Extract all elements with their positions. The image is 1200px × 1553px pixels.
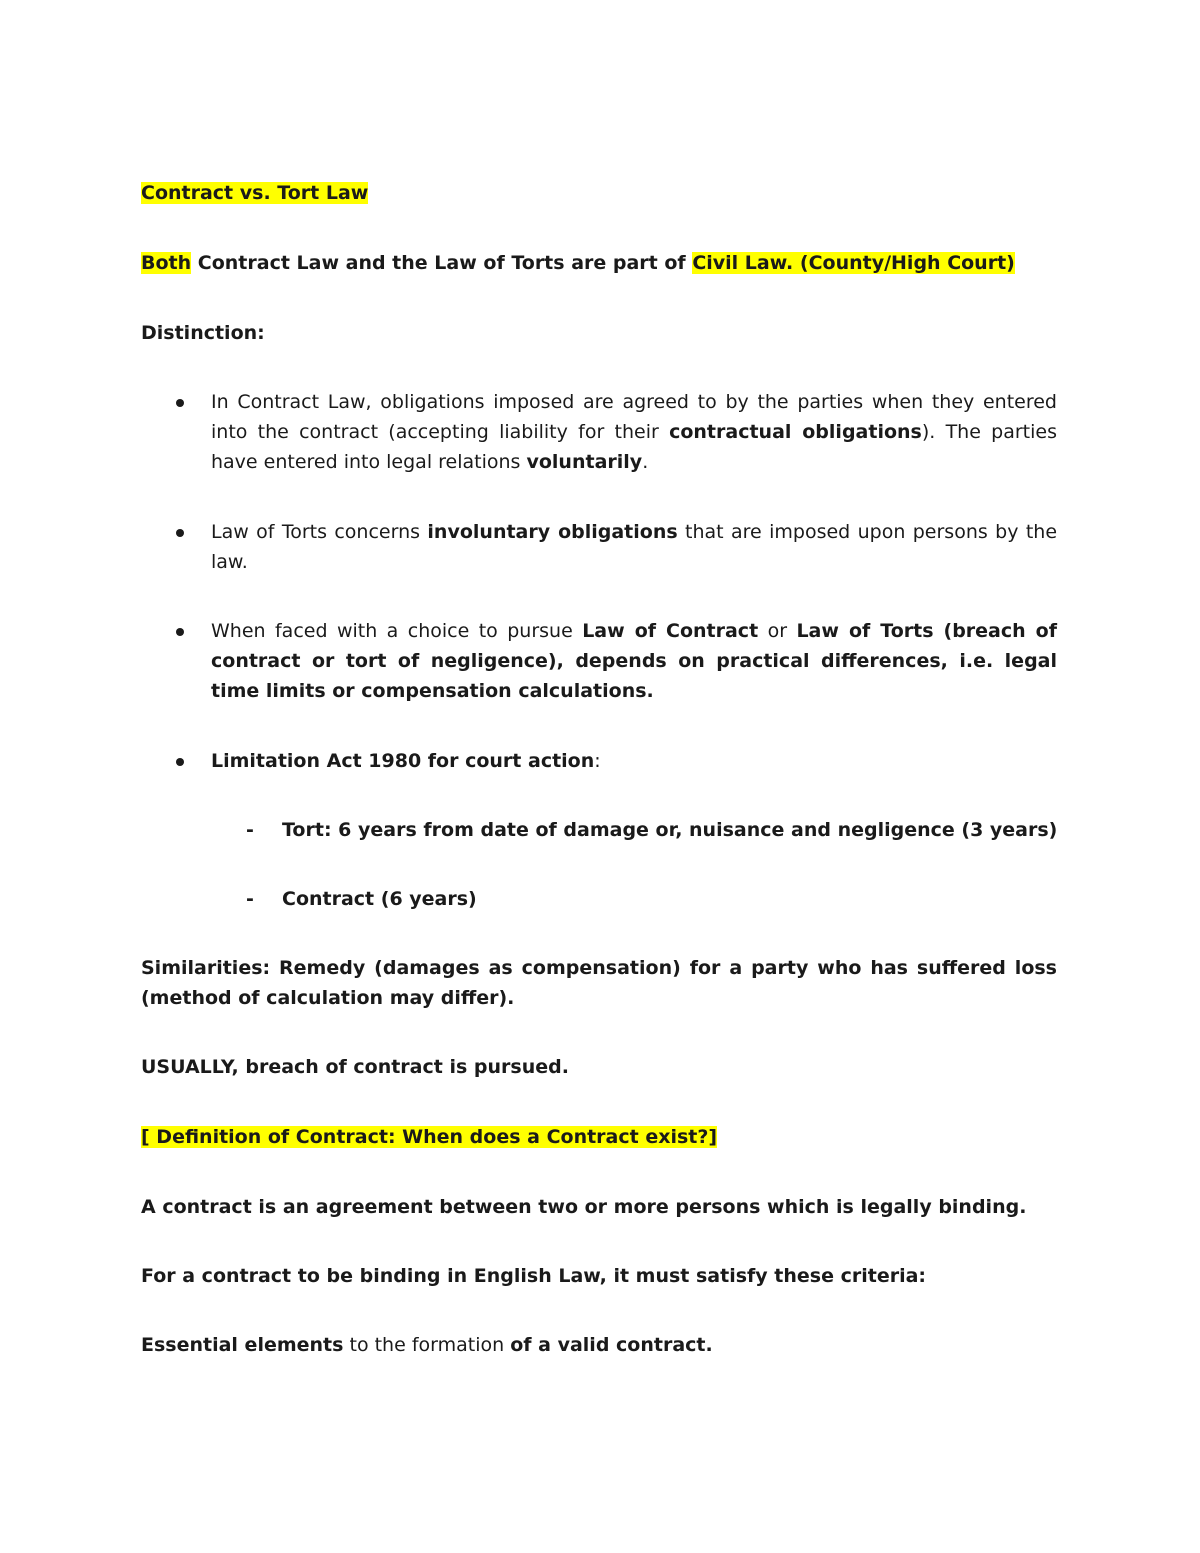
- intro-paragraph: [141, 248, 1015, 278]
- essential-elements-line: [141, 1330, 713, 1360]
- essential-text: to the formation: [343, 1334, 511, 1356]
- bullet-limitation-act: [211, 746, 1057, 776]
- limitation-tort: Tort: 6 years from date of damage or, nuisance and negligence (3 years): [282, 819, 1058, 841]
- bullet-dot: [176, 628, 184, 636]
- definition-text: A contract is an agreement between two or more persons which is legally binding.: [141, 1196, 1027, 1218]
- bullet-law-of-torts: [211, 517, 1057, 577]
- document-title: [141, 178, 368, 208]
- bullet-bold: involuntary obligations: [427, 521, 678, 543]
- bullet-text: that are imposed upon persons by the law.: [211, 521, 1058, 573]
- bullet-bold: voluntarily: [526, 451, 643, 473]
- intro-middle: Contract Law and the Law of Torts are part of: [191, 252, 693, 274]
- criteria-text: For a contract to be binding in English Law, it must satisfy these criteria:: [141, 1265, 927, 1287]
- similarities-paragraph: Similarities: Remedy (damages as compensation) for a party who has suffered loss (method of calculation may differ).: [141, 957, 1057, 1009]
- title-highlight: Contract vs. Tort Law: [141, 182, 369, 204]
- bullet-bold: Law of Torts (breach of contract or tort of negligence), depends on practical differences, i.e. legal time limits or compensation calculations.: [211, 620, 1057, 702]
- limitation-contract: Contract (6 years): [282, 888, 477, 910]
- bullet-bold: Law of Contract: [582, 620, 759, 642]
- intro-civil-law: Civil Law. (County/High Court): [692, 252, 1015, 274]
- bullet-dot: [176, 758, 184, 766]
- bullet-text: Law of Torts concerns: [211, 521, 428, 543]
- distinction-heading: Distinction:: [141, 322, 265, 344]
- dash-marker: -: [246, 819, 254, 841]
- bullet-contract-law: [211, 387, 1057, 477]
- bullet-text: :: [594, 750, 601, 772]
- dash-marker: -: [246, 888, 254, 910]
- essential-bold: Essential elements: [141, 1334, 344, 1356]
- essential-bold: of a valid contract.: [510, 1334, 713, 1356]
- usually-line: USUALLY, breach of contract is pursued.: [141, 1056, 569, 1078]
- bullet-bold: contractual obligations: [669, 421, 922, 443]
- bullet-dot: [176, 529, 184, 537]
- bullet-text: When faced with a choice to pursue: [211, 620, 583, 642]
- intro-both: Both: [141, 252, 192, 274]
- bullet-choice: [211, 616, 1057, 706]
- definition-heading-highlight: [ Definition of Contract: When does a Contract exist?]: [141, 1126, 718, 1148]
- definition-heading: [141, 1122, 717, 1152]
- bullet-text: In Contract Law, obligations imposed are agreed to by the parties when they entered into the contract (accepting liability for their: [211, 391, 1057, 443]
- bullet-text: or: [758, 620, 797, 642]
- bullet-dot: [176, 399, 184, 407]
- bullet-bold: Limitation Act 1980 for court action: [211, 750, 595, 772]
- bullet-text: .: [642, 451, 649, 473]
- bullet-text: ). The parties have entered into legal relations: [211, 421, 1058, 473]
